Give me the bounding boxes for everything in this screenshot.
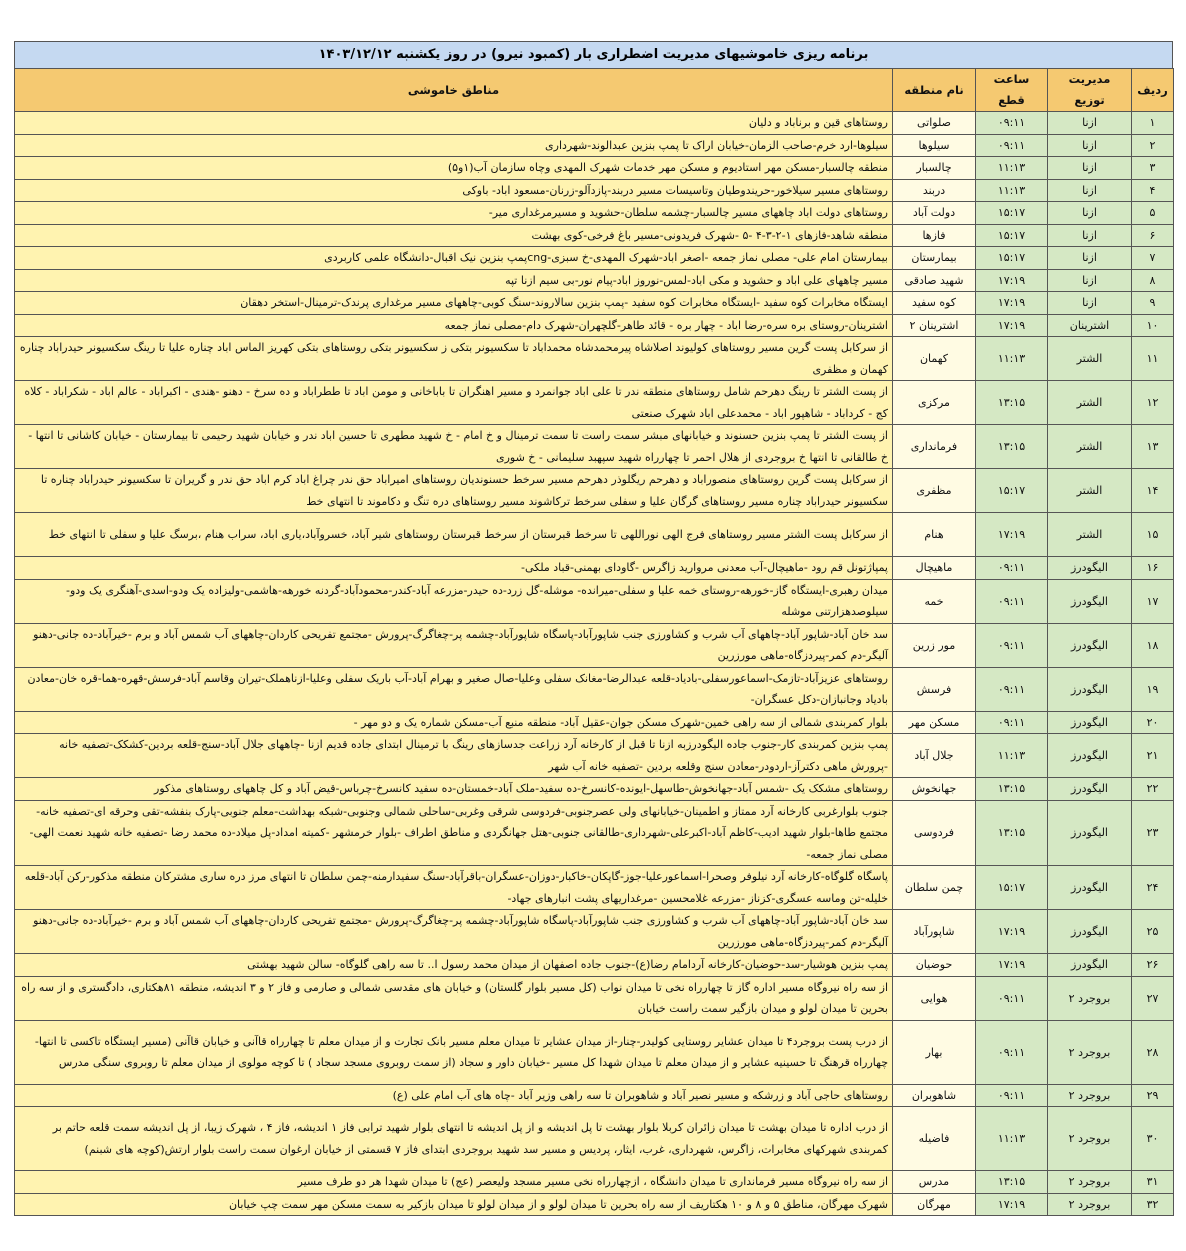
- cut-time-cell: ۱۵:۱۷: [976, 247, 1048, 270]
- distribution-cell: ازنا: [1048, 179, 1132, 202]
- schedule-table: [14, 68, 1174, 1216]
- region-cell: شاپورآباد: [893, 910, 976, 954]
- distribution-cell: ازنا: [1048, 292, 1132, 315]
- distribution-cell: الیگودرز: [1048, 711, 1132, 734]
- row-number: ۱۳: [1132, 425, 1174, 469]
- outage-areas-cell: مسیر چاههای علی اباد و حشوید و مکی اباد-لمس-نوروز اباد-پیام نور-بی سیم ازنا تپه: [15, 269, 893, 292]
- table-row: [15, 157, 1174, 180]
- distribution-cell: الیگودرز: [1048, 910, 1132, 954]
- cut-time-cell: ۱۳:۱۵: [976, 425, 1048, 469]
- outage-areas-cell: از پست الشتر تا پمپ بنزین حسنوند و خیابانهای مبشر سمت راست تا سمت ترمینال و خ امام - خ شهید مطهری تا حسین اباد ندر و خیابان شهید رحیمی تا بیمارستان - خیابان کاشانی تا انتها - خ طالقانی تا انتها خ بروجردی از هلال احمر تا چهارراه شهید سپهبد سلیمانی - خ شوری: [15, 425, 893, 469]
- cut-time-cell: ۱۳:۱۵: [976, 381, 1048, 425]
- distribution-cell: الیگودرز: [1048, 866, 1132, 910]
- header-distribution: مدیریت توزیع: [1048, 69, 1132, 112]
- row-number: ۳۱: [1132, 1171, 1174, 1194]
- table-row: [15, 314, 1174, 337]
- cut-time-cell: ۱۱:۱۳: [976, 734, 1048, 778]
- table-row: [15, 134, 1174, 157]
- distribution-cell: ازنا: [1048, 112, 1132, 135]
- region-cell: هنام: [893, 513, 976, 557]
- region-cell: فاضیله: [893, 1107, 976, 1171]
- table-row: [15, 557, 1174, 580]
- region-cell: مدرس: [893, 1171, 976, 1194]
- row-number: ۲۷: [1132, 976, 1174, 1020]
- region-cell: دربند: [893, 179, 976, 202]
- row-number: ۱۴: [1132, 469, 1174, 513]
- table-row: [15, 579, 1174, 623]
- outage-areas-cell: اشترینان-روستای بره سره-رضا اباد - چهار بره - قائد طاهر-گلچهران-شهرک دام-مصلی نماز جمعه: [15, 314, 893, 337]
- distribution-cell: بروجرد ۲: [1048, 1084, 1132, 1107]
- table-body: [15, 112, 1174, 1216]
- outage-schedule: [14, 41, 1173, 1216]
- cut-time-cell: ۰۹:۱۱: [976, 112, 1048, 135]
- outage-areas-cell: از درب پست بروجرد۴ تا میدان عشایر روستایی کولیدر-چنار-از میدان عشایر تا میدان معلم مسیر بانک تجارت و از میدان معلم تا چهارراه قاآنی و خیابان قاآنی (مسیر ایستگاه تاکسی تا انتها-چهارراه قرهنگ تا حسینیه عشایر و از میدان معلم تا میدان شهدا کل مسیر -خیابان داور و سجاد (از سمت روبروی مسجد سجاد ) تا کوچه مولوی از میدان معلم تا روبروی سنگی مدرس: [15, 1020, 893, 1084]
- distribution-cell: بروجرد ۲: [1048, 1107, 1132, 1171]
- cut-time-cell: ۱۱:۱۳: [976, 179, 1048, 202]
- distribution-cell: الیگودرز: [1048, 954, 1132, 977]
- distribution-cell: الشتر: [1048, 337, 1132, 381]
- region-cell: دولت آباد: [893, 202, 976, 225]
- header-region: نام منطقه: [893, 69, 976, 112]
- row-number: ۶: [1132, 224, 1174, 247]
- page-title: برنامه ریزی خاموشیهای مدیریت اضطراری بار (کمبود نیرو) در روز یکشنبه ۱۴۰۳/۱۲/۱۲: [14, 41, 1173, 68]
- table-row: [15, 1193, 1174, 1216]
- cut-time-cell: ۱۵:۱۷: [976, 202, 1048, 225]
- row-number: ۳۰: [1132, 1107, 1174, 1171]
- distribution-cell: ازنا: [1048, 269, 1132, 292]
- cut-time-cell: ۰۹:۱۱: [976, 1084, 1048, 1107]
- table-row: [15, 1020, 1174, 1084]
- table-row: [15, 469, 1174, 513]
- outage-areas-cell: از پست الشتر تا رینگ دهرحم شامل روستاهای منطقه ندر تا علی اباد جوانمرد و مسیر اهنگران تا باباخانی و مومن اباد تا ططراباد و ده سرخ - دهنو -هندی - اکبراباد - عالم اباد - شکراباد - کلاه کج - کرداباد - شاهپور اباد - محمدعلی اباد شهرک صنعتی: [15, 381, 893, 425]
- row-number: ۲: [1132, 134, 1174, 157]
- outage-areas-cell: از سه راه نیروگاه مسیر فرمانداری تا میدان دانشگاه ، ازچهارراه نخی مسیر مسجد ولیعصر (عج) تا میدان شهدا هر دو طرف مسیر: [15, 1171, 893, 1194]
- cut-time-cell: ۰۹:۱۱: [976, 667, 1048, 711]
- outage-areas-cell: جنوب بلوارغربی کارخانه آرد ممتاز و اطمینان-خیابانهای ولی عصرجنوبی-فردوسی شرقی وغربی-ساحلی شمالی وجنوبی-شبکه بهداشت-معلم جنوبی-پارک بنفشه-تقی وحرقه ای-تصفیه خانه- مجتمع طاها-بلوار شهید ادیب-کاظم آباد-اکبرعلی-شهرداری-طالقانی جنوبی-هتل جهانگردی و مناطق اطراف -بلوار خرمشهر -کمیته امداد-پل میلاد-ده محمد رضا -تصفیه خانه شهید نعمت الهی-مصلی نماز جمعه-: [15, 800, 893, 866]
- distribution-cell: اشترینان: [1048, 314, 1132, 337]
- distribution-cell: بروجرد ۲: [1048, 1193, 1132, 1216]
- table-row: [15, 711, 1174, 734]
- table-row: [15, 292, 1174, 315]
- table-row: [15, 910, 1174, 954]
- region-cell: چمن سلطان: [893, 866, 976, 910]
- row-number: ۷: [1132, 247, 1174, 270]
- outage-areas-cell: سد خان آباد-شاپور آباد-چاههای آب شرب و کشاورزی جنب شاپورآباد-پاسگاه شاپورآباد-چشمه پر-چغاگرگ-پرورش -مجتمع تفریحی کاردان-چاههای آب شمس آباد و برم -خیرآباد-ده جانی-دهنو آلیگر-دم کمر-پیردزگاه-ماهی مورزرین: [15, 623, 893, 667]
- outage-areas-cell: روستاهای دولت اباد چاههای مسیر چالسبار-چشمه سلطان-حشوید و مسیرمرغداری میر-: [15, 202, 893, 225]
- outage-areas-cell: روستاهای عزیزآباد-تازمک-اسماعورسفلی-بادیاد-قلعه عبدالرضا-مغانک سفلی وعلیا-صال صغیر و بهرام آباد-آب باریک سفلی وعلیا-ازناهملک-تیران وقاسم آباد-فرسش-قهره-هما-قره خان-معادن بادیاد وجانبازان-دکل عسگران-: [15, 667, 893, 711]
- row-number: ۲۲: [1132, 778, 1174, 801]
- region-cell: مهرگان: [893, 1193, 976, 1216]
- table-row: [15, 866, 1174, 910]
- table-row: [15, 800, 1174, 866]
- header-row-number: ردیف: [1132, 69, 1174, 112]
- header-outage-areas: مناطق خاموشی: [15, 69, 893, 112]
- distribution-cell: ازنا: [1048, 202, 1132, 225]
- row-number: ۱۷: [1132, 579, 1174, 623]
- region-cell: سیلوها: [893, 134, 976, 157]
- region-cell: اشترینان ۲: [893, 314, 976, 337]
- cut-time-cell: ۰۹:۱۱: [976, 579, 1048, 623]
- table-row: [15, 179, 1174, 202]
- row-number: ۱۱: [1132, 337, 1174, 381]
- outage-areas-cell: پمپ بنزین هوشیار-سد-حوضیان-کارخانه آردامام رضا(ع)-جنوب جاده اصفهان از میدان محمد رسول ا.. تا سه راهی گلوگاه- سالن شهید بهشتی: [15, 954, 893, 977]
- region-cell: فردوسی: [893, 800, 976, 866]
- table-row: [15, 734, 1174, 778]
- cut-time-cell: ۱۱:۱۳: [976, 157, 1048, 180]
- cut-time-cell: ۰۹:۱۱: [976, 134, 1048, 157]
- region-cell: مسکن مهر: [893, 711, 976, 734]
- table-row: [15, 224, 1174, 247]
- cut-time-cell: ۰۹:۱۱: [976, 976, 1048, 1020]
- region-cell: خمه: [893, 579, 976, 623]
- distribution-cell: ازنا: [1048, 134, 1132, 157]
- header-row: [15, 69, 1174, 112]
- table-row: [15, 381, 1174, 425]
- outage-areas-cell: میدان رهبری-ایستگاه گاز-خورهه-روستای خمه علیا و سفلی-میرانده- موشله-گل زرد-ده حیدر-مزرعه آباد-کندر-محمودآباد-گردنه خورهه-هاشمی-ولیزاده یک ودو-اسدی-آهنگری یک ودو-سیلوصدهزارتنی موشله: [15, 579, 893, 623]
- cut-time-cell: ۱۳:۱۵: [976, 1171, 1048, 1194]
- table-row: [15, 1084, 1174, 1107]
- row-number: ۱۶: [1132, 557, 1174, 580]
- row-number: ۲۳: [1132, 800, 1174, 866]
- table-row: [15, 667, 1174, 711]
- outage-areas-cell: ایستگاه مخابرات کوه سفید -ایستگاه مخابرات کوه سفید -پمپ بنزین سالاروند-سنگ کوبی-چاههای مسیر مرغداری پرندک-ترمینال-استخر دهقان: [15, 292, 893, 315]
- region-cell: مظفری: [893, 469, 976, 513]
- region-cell: بهار: [893, 1020, 976, 1084]
- outage-areas-cell: سیلوها-ارد خرم-صاحب الزمان-خیابان اراک تا پمپ بنزین عبدالوند-شهرداری: [15, 134, 893, 157]
- region-cell: چالسبار: [893, 157, 976, 180]
- row-number: ۱۸: [1132, 623, 1174, 667]
- outage-areas-cell: از سرکابل پست گرین روستاهای منصوراباد و دهرحم ریگلوذر دهرحم مسیر سرخط حسنوندیان روستاهای امیراباد حق ندر چراغ اباد کرم اباد حق ندر و گریران تا سکسیونر حیدراباد چناره تا سکسیونر حیدراباد چناره مسیر روستاهای گرگان علیا و سفلی سرخط ترکاشوند مسیر روستاهای دره تنگ و دکاموند تا انتهای خط: [15, 469, 893, 513]
- distribution-cell: الشتر: [1048, 469, 1132, 513]
- region-cell: کوه سفید: [893, 292, 976, 315]
- row-number: ۱۰: [1132, 314, 1174, 337]
- row-number: ۱: [1132, 112, 1174, 135]
- region-cell: شاهوبران: [893, 1084, 976, 1107]
- table-row: [15, 269, 1174, 292]
- region-cell: کهمان: [893, 337, 976, 381]
- cut-time-cell: ۱۵:۱۷: [976, 866, 1048, 910]
- outage-areas-cell: بیمارستان امام علی- مصلی نماز جمعه -اصغر اباد-شهرک المهدی-خ سبزی-cngپمپ بنزین نیک اقبال-دانشگاه علمی کاربردی: [15, 247, 893, 270]
- cut-time-cell: ۱۷:۱۹: [976, 314, 1048, 337]
- row-number: ۲۱: [1132, 734, 1174, 778]
- cut-time-cell: ۱۷:۱۹: [976, 1193, 1048, 1216]
- header-cut-time: ساعت قطع: [976, 69, 1048, 112]
- cut-time-cell: ۱۳:۱۵: [976, 800, 1048, 866]
- distribution-cell: الیگودرز: [1048, 734, 1132, 778]
- outage-areas-cell: از درب اداره تا میدان بهشت تا میدان زائران کربلا بلوار بهشت تا پل اندیشه و از پل اندیشه تا انتهای بلوار شهید ترابی فاز ۱ اندیشه، فاز ۴ ، شهرک زیبا، از پل اندیشه سمت قلعه حاتم بر کمربندی شهرکهای مخابرات، زاگرس، شهرداری، غرب، ایثار، پردیس و مسیر سد شهید بروجردی ابتدای فاز ۷ قسمتی از خیابان ارغوان سمت راست بلوار ارتش(کوچه های شبنم): [15, 1107, 893, 1171]
- region-cell: مور زرین: [893, 623, 976, 667]
- table-row: [15, 513, 1174, 557]
- row-number: ۳۲: [1132, 1193, 1174, 1216]
- region-cell: فرمانداری: [893, 425, 976, 469]
- outage-areas-cell: پاسگاه گلوگاه-کارخانه آرد نیلوفر وصحرا-اسماعورعلیا-جوز-گاپکان-خاکبار-دوزان-عسگران-باقرآباد-سنگ سفیدارمنه-چمن سلطان تا انتهای مرز دره ساری مشترکان منطقه مذکور-رکن آباد-قلعه خلیله-تن وماسه عسگری-کزناز -مزرعه غلامحسین -مرغداریهای پشت انبارهای جهاد-: [15, 866, 893, 910]
- region-cell: حوضیان: [893, 954, 976, 977]
- distribution-cell: الیگودرز: [1048, 623, 1132, 667]
- outage-areas-cell: روستاهای حاجی آباد و زرشکه و مسیر نصیر آباد و شاهوبران تا سه راهی وزیر آباد -چاه های آب امام علی (ع): [15, 1084, 893, 1107]
- outage-areas-cell: منطقه شاهد-فازهای ۱-۲-۳-۴ -۵ -شهرک فریدونی-مسیر باغ فرخی-کوی بهشت: [15, 224, 893, 247]
- region-cell: مرکزی: [893, 381, 976, 425]
- outage-areas-cell: شهرک مهرگان، مناطق ۵ و ۸ و ۱۰ هکتاریف از سه راه بحرین تا میدان لولو و از میدان لولو تا میدان بازکیر به سمت مسکن مهر سمت چپ خیابان: [15, 1193, 893, 1216]
- outage-areas-cell: پمپاژتونل قم رود -ماهیچال-آب معدنی مروارید زاگرس -گاودای بهمنی-قباد ملکی-: [15, 557, 893, 580]
- distribution-cell: بروجرد ۲: [1048, 976, 1132, 1020]
- distribution-cell: الشتر: [1048, 513, 1132, 557]
- table-row: [15, 778, 1174, 801]
- distribution-cell: الشتر: [1048, 381, 1132, 425]
- distribution-cell: بروجرد ۲: [1048, 1020, 1132, 1084]
- cut-time-cell: ۱۷:۱۹: [976, 954, 1048, 977]
- row-number: ۹: [1132, 292, 1174, 315]
- outage-areas-cell: بلوار کمربندی شمالی از سه راهی خمین-شهرک مسکن جوان-عقیل آباد- منطقه منبع آب-مسکن شماره یک و دو مهر -: [15, 711, 893, 734]
- distribution-cell: الیگودرز: [1048, 800, 1132, 866]
- row-number: ۱۲: [1132, 381, 1174, 425]
- table-row: [15, 954, 1174, 977]
- distribution-cell: الیگودرز: [1048, 579, 1132, 623]
- cut-time-cell: ۱۷:۱۹: [976, 269, 1048, 292]
- distribution-cell: الشتر: [1048, 425, 1132, 469]
- cut-time-cell: ۱۵:۱۷: [976, 224, 1048, 247]
- cut-time-cell: ۱۷:۱۹: [976, 513, 1048, 557]
- region-cell: فازها: [893, 224, 976, 247]
- distribution-cell: الیگودرز: [1048, 557, 1132, 580]
- cut-time-cell: ۱۷:۱۹: [976, 292, 1048, 315]
- distribution-cell: ازنا: [1048, 157, 1132, 180]
- region-cell: جهانخوش: [893, 778, 976, 801]
- outage-areas-cell: روستاهای مسیر سیلاخور-حریندوطیان وتاسیسات مسیر دربند-پازدآلو-زرنان-مسعود اباد- باوکی: [15, 179, 893, 202]
- table-row: [15, 202, 1174, 225]
- table-row: [15, 425, 1174, 469]
- row-number: ۲۸: [1132, 1020, 1174, 1084]
- region-cell: جلال آباد: [893, 734, 976, 778]
- table-row: [15, 337, 1174, 381]
- row-number: ۳: [1132, 157, 1174, 180]
- row-number: ۲۶: [1132, 954, 1174, 977]
- cut-time-cell: ۱۷:۱۹: [976, 910, 1048, 954]
- region-cell: هوایی: [893, 976, 976, 1020]
- outage-areas-cell: منطقه چالسبار-مسکن مهر استادیوم و مسکن مهر خدمات شهرک المهدی وچاه سازمان آب(۱و۵): [15, 157, 893, 180]
- distribution-cell: ازنا: [1048, 224, 1132, 247]
- cut-time-cell: ۰۹:۱۱: [976, 557, 1048, 580]
- row-number: ۸: [1132, 269, 1174, 292]
- table-row: [15, 1171, 1174, 1194]
- table-row: [15, 976, 1174, 1020]
- outage-areas-cell: سد خان آباد-شاپور آباد-چاههای آب شرب و کشاورزی جنب شاپورآباد-پاسگاه شاپورآباد-چشمه پر-چغاگرگ-پرورش -مجتمع تفریحی کاردان-چاههای آب شمس آباد و برم -خیرآباد-ده جانی-دهنو آلیگر-دم کمر-پیردزگاه-ماهی مورزرین: [15, 910, 893, 954]
- table-row: [15, 1107, 1174, 1171]
- region-cell: شهید صادقی: [893, 269, 976, 292]
- outage-areas-cell: روستاهای قین و برناباد و دلیان: [15, 112, 893, 135]
- cut-time-cell: ۰۹:۱۱: [976, 711, 1048, 734]
- row-number: ۲۰: [1132, 711, 1174, 734]
- row-number: ۱۵: [1132, 513, 1174, 557]
- cut-time-cell: ۱۱:۱۳: [976, 337, 1048, 381]
- cut-time-cell: ۰۹:۱۱: [976, 1020, 1048, 1084]
- table-row: [15, 623, 1174, 667]
- distribution-cell: الیگودرز: [1048, 667, 1132, 711]
- cut-time-cell: ۱۵:۱۷: [976, 469, 1048, 513]
- region-cell: ماهیچال: [893, 557, 976, 580]
- row-number: ۲۹: [1132, 1084, 1174, 1107]
- outage-areas-cell: از سرکابل پست گرین مسیر روستاهای کولیوند اصلاشاه پیرمحمدشاه محمداباد تا سکسیونر بتکی ز سکسیونر بتکی روستاهای بتکی کهریز الماس اباد چناره علیا تا رینگ سکسیونر حیدراباد چناره کهمان و مظفری: [15, 337, 893, 381]
- region-cell: فرسش: [893, 667, 976, 711]
- outage-areas-cell: از سرکابل پست الشتر مسیر روستاهای فرج الهی نوراللهی تا سرخط قبرستان از سرخط قبرستان روستاهای شیر آباد، خسروآباد،یاری اباد، سراب هنام ،برسگ علیا و سفلی تا انتهای خط: [15, 513, 893, 557]
- row-number: ۵: [1132, 202, 1174, 225]
- region-cell: صلواتی: [893, 112, 976, 135]
- outage-areas-cell: از سه راه نیروگاه مسیر اداره گاز تا چهارراه نخی تا میدان نواب (کل مسیر بلوار گلستان) و خیابان های مقدسی شمالی و صارمی و فاز ۲ و ۳ اندیشه، منطقه ۸۱هکتاری، دادگستری و از سه راه بحرین تا میدان لولو و میدان بازگیر سمت راست خیابان: [15, 976, 893, 1020]
- table-row: [15, 112, 1174, 135]
- row-number: ۲۵: [1132, 910, 1174, 954]
- cut-time-cell: ۱۱:۱۳: [976, 1107, 1048, 1171]
- row-number: ۲۴: [1132, 866, 1174, 910]
- region-cell: بیمارستان: [893, 247, 976, 270]
- distribution-cell: بروجرد ۲: [1048, 1171, 1132, 1194]
- outage-areas-cell: روستاهای مشکک یک -شمس آباد-جهانخوش-طاسهل-ایونده-کانسرخ-ده سفید-ملک آباد-خمستان-ده سفید کانسرخ-چرباس-قیض آباد و کل چاههای روستاهای مذکور: [15, 778, 893, 801]
- cut-time-cell: ۱۳:۱۵: [976, 778, 1048, 801]
- outage-areas-cell: پمپ بنزین کمربندی کار-جنوب جاده الیگودرزبه ازنا تا قبل از کارخانه آرد زراعت جدسازهای رینگ با ترمینال ابتدای جاده قدیم ازنا -چاههای جلال آباد-سنج-قلعه بردین-کشکک-تصفیه خانه -پرورش ماهی دکترآز-اردودر-معادن سنج وقلعه بردین -تصفیه خانه آب شهر: [15, 734, 893, 778]
- distribution-cell: الیگودرز: [1048, 778, 1132, 801]
- row-number: ۱۹: [1132, 667, 1174, 711]
- row-number: ۴: [1132, 179, 1174, 202]
- distribution-cell: ازنا: [1048, 247, 1132, 270]
- table-row: [15, 247, 1174, 270]
- cut-time-cell: ۰۹:۱۱: [976, 623, 1048, 667]
